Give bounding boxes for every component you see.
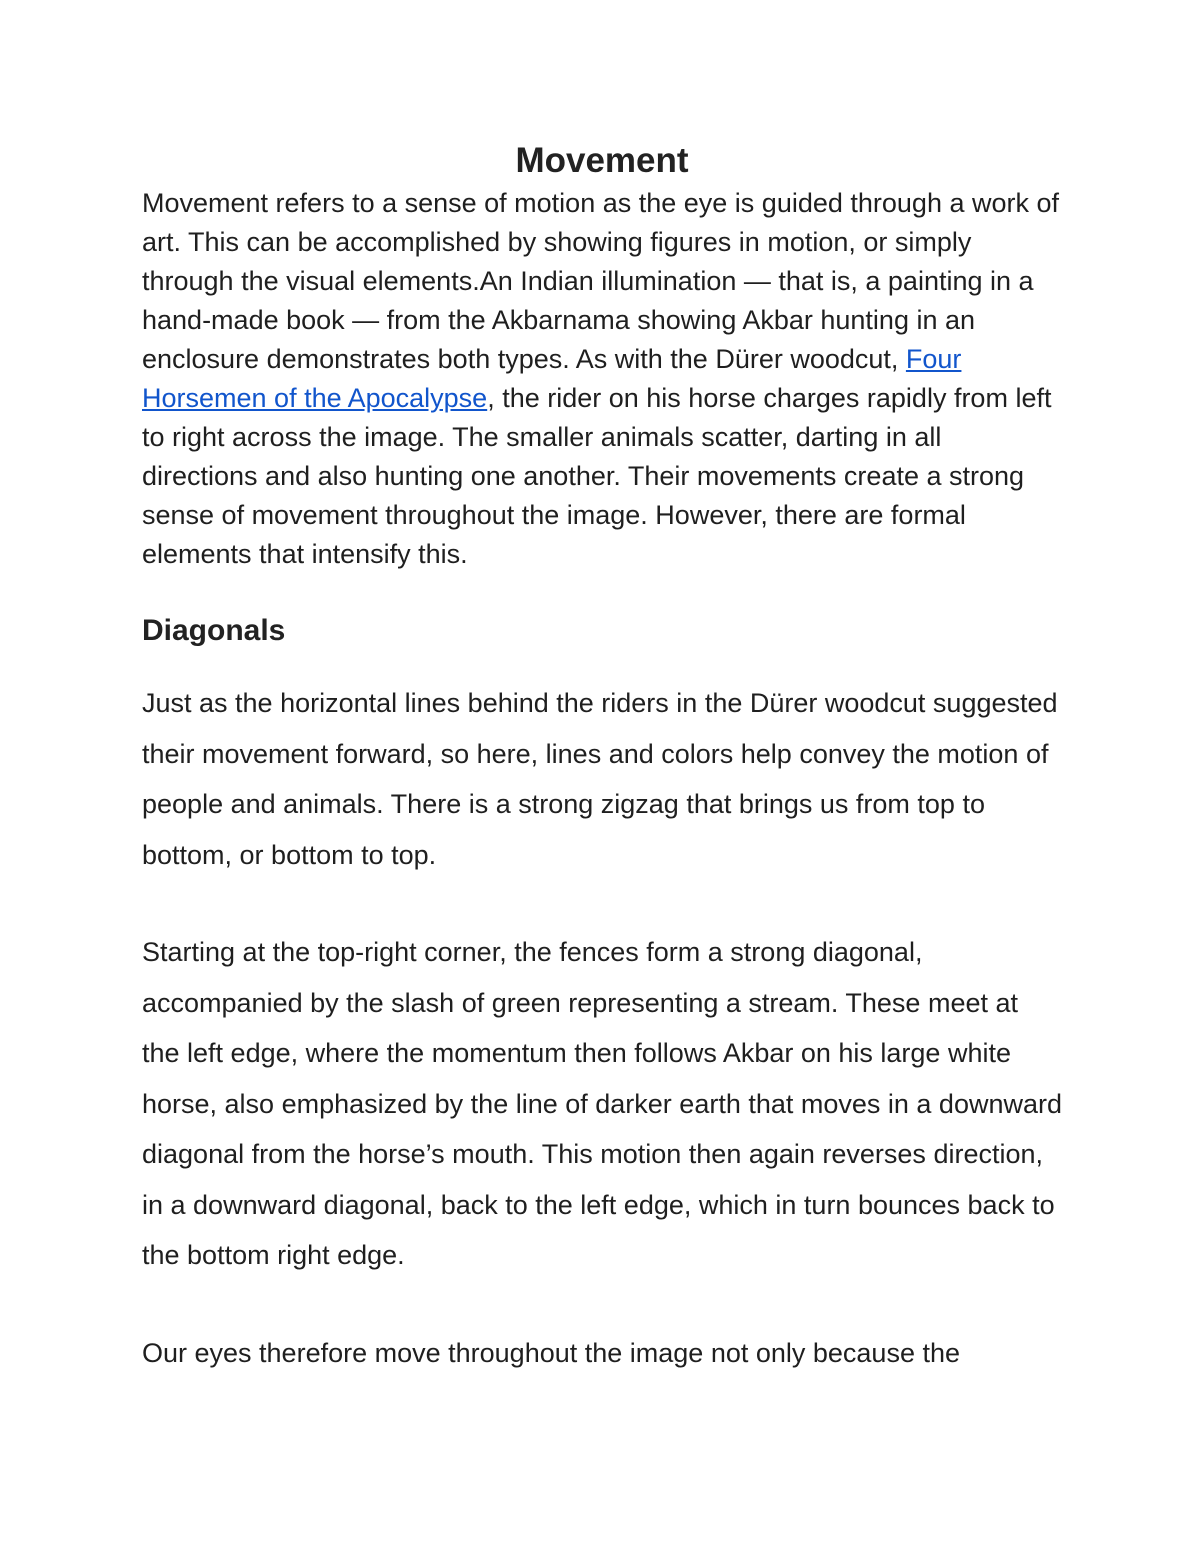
page-title: Movement — [515, 141, 689, 180]
section-heading-diagonals: Diagonals — [142, 614, 286, 647]
diagonals-paragraph-1: Just as the horizontal lines behind the riders in the Dürer woodcut suggested their movement forward, so here, lines and colors help convey the motion of people and animals. There is a strong zigzag that brings us from top to bottom, or bottom to top. — [142, 688, 1058, 870]
four-horsemen-link[interactable]: Four Horsemen of the Apocalypse — [142, 344, 962, 413]
document-page — [142, 138, 1062, 1378]
intro-paragraph — [142, 184, 1062, 574]
intro-text-before-link: Movement refers to a sense of motion as the eye is guided through a work of art. This can be accomplished by showing figures in motion, or simply through the visual elements.An Indian illumination — that is, a painting in a hand-made book — from the Akbarnama showing Akbar hunting in an enclosure demonstrates both types. As with the Dürer woodcut, — [142, 188, 1059, 374]
intro-text-after-link: , the rider on his horse charges rapidly from left to right across the image. The smaller animals scatter, darting in all directions and also hunting one another. Their movements create a strong sense of movement throughout the image. However, there are formal elements that intensify this. — [142, 383, 1052, 569]
diagonals-paragraph-3: Our eyes therefore move throughout the image not only because the — [142, 1337, 961, 1368]
diagonals-paragraph-2: Starting at the top-right corner, the fences form a strong diagonal, accompanied by the slash of green representing a stream. These meet at the left edge, where the momentum then follows Akbar on his large white horse, also emphasized by the line of darker earth that moves in a downward diagonal from the horse’s mouth. This motion then again reverses direction, in a downward diagonal, back to the left edge, which in turn bounces back to the bottom right edge. — [142, 937, 1063, 1270]
